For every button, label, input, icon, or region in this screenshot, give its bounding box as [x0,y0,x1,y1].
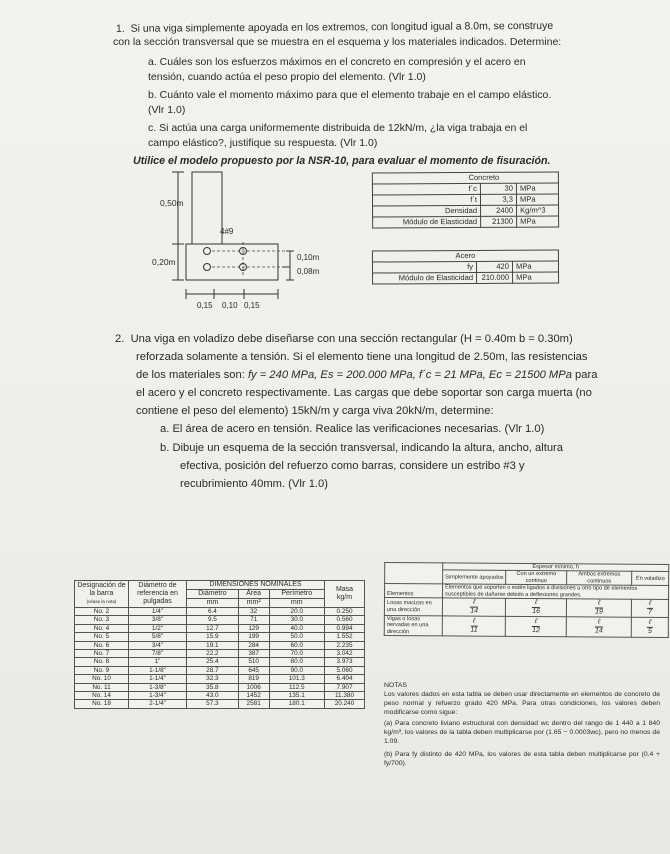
problem1-c-line1: c. Si actúa una carga uniformemente distribuida de 12kN/m, ¿la viga trabaja en el [148,122,528,134]
table-cell: 50.0 [269,633,324,641]
problem1-number: 1. [115,22,125,35]
problem1-nsr-note: Utilice el modelo propuesto por la NSR-10, para evaluar el momento de fisuración. [133,155,551,167]
table-cell: No. 18 [75,700,129,708]
min-thickness-header: Espesor mínimo, h [443,563,669,572]
table-cell: 3/8" [129,616,187,624]
table-cell: No. 7 [75,650,129,658]
problem2-a: a. El área de acero en tensión. Realice las verificaciones necesarias. (Vlr 1.0) [160,423,545,435]
table-row [75,633,365,641]
table-cell: 7.907 [325,683,365,691]
table-cell: 35.8 [187,683,239,691]
table-cell: 30.0 [269,616,324,624]
table-cell: 1/2" [129,624,187,632]
problem1-line1: Si una viga simplemente apoyada en los extremos, con longitud igual a 8.0m, se construye [130,19,554,35]
table-cell: 5/8" [129,633,187,641]
problem2-line5: contiene el peso del elemento) 15kN/m y carga viva 20kN/m, determine: [136,405,494,417]
table-cell: 112.5 [269,683,324,691]
table-cell: 71 [238,616,269,624]
problem2-b-line1: b. Dibuje un esquema de la sección transversal, indicando la altura, ancho, altura [160,442,563,454]
table-cell: 20.240 [325,700,365,708]
problem2-line2: reforzada solamente a tensión. Si el elemento tiene una longitud de 2.50m, las resistencias [136,351,588,363]
table-cell: 1-1/4" [129,675,187,683]
table-cell: 0.994 [325,624,365,632]
bottom-dim-2: 0,10 [222,301,238,310]
table-row [75,616,365,624]
problem2-b-line2: efectiva, posición del refuerzo como barras, considere un estribo #3 y [180,460,525,472]
table-cell: 180.1 [269,700,324,708]
table-cell: 129 [238,624,269,632]
height-label: 0,50m [160,198,184,208]
notes-block [384,681,660,768]
dim-008-label: 0,08m [297,267,320,276]
table-cell: 80.0 [269,658,324,666]
mass-header: Masa kg/m [325,581,365,608]
problem2-statement: 2. Una viga en voladizo debe diseñarse con una sección rectangular (H = 0.40m b = 0.30m) [115,333,573,345]
table-row: Módulo de Elasticidad 210.000 MPa [373,272,559,284]
table-cell: 32.3 [187,675,239,683]
table-cell: 6.404 [325,675,365,683]
table-row [75,666,365,674]
table-cell: 0.560 [325,616,365,624]
steel-title: Acero [372,250,558,262]
problem2-line3: de los materiales son: fy = 240 MPa, Es = 200.000 MPa, f´c = 21 MPa, Ec = 21500 MPa para [136,369,598,381]
cross-section-sketch [150,168,350,318]
table-cell: 28.7 [187,666,239,674]
problem1-b-line1: b. Cuánto vale el momento máximo para que el elemento trabaje en el campo elástico. [148,89,552,101]
table-cell: 1-3/8" [129,683,187,691]
note-2: (a) Para concreto liviano estructural con densidad wc dentro del rango de 1 440 a 1 840 kg/m³, los valores de la tabla deben multiplicarse por (1.65 − 0.0003wc), pero no menos de 1.09. [384,720,660,745]
table-cell: No. 2 [75,608,129,616]
steel-table [372,250,559,285]
table-cell: 43.0 [187,692,239,700]
nominal-header: DIMENSIONES NOMINALES [187,581,325,590]
table-cell: 11.380 [325,692,365,700]
bottom-dim-1: 0,15 [197,301,213,310]
problem2-number: 2. [115,333,125,345]
table-cell: 3/4" [129,641,187,649]
table-cell: 90.0 [269,666,324,674]
table-cell: No. 6 [75,641,129,649]
note-3: (b) Para fy distinto de 420 MPa, los valores de esta tabla deben multiplicarse por (0.4 + fy/700). [384,751,660,767]
bottom-dim-3: 0,15 [244,301,260,310]
table-cell: 32 [238,608,269,616]
table-cell: No. 14 [75,692,129,700]
problem2-line4: el acero y el concreto respectivamente. Las cargas que debe soportar son carga muerta (no [136,387,592,399]
table-cell: 15.9 [187,633,239,641]
note-1: Los valores dados en esta tabla se deben usar directamente en elementos de concreto de peso normal y refuerzo grado 420 MPa. Para otras condiciones, los valores deben modificarse como sigue: [384,691,660,716]
table-cell: 1" [129,658,187,666]
problem1-a-line2: tensión, cuando actúa el peso propio del elemento. (Vlr 1.0) [148,71,426,83]
table-cell: 5.060 [325,666,365,674]
min-thickness-table: Espesor mínimo, h Simplemente apoyados Con un extremo continuo Ambos extremos continuos En voladizo Elementos Elementos que soporten o estén ligados a divisiones u otro tipo de elementos susceptibles de dañarse debido a deflexiones grandes. Losas macizas en una dirección $\frac{\text{ℓ}}{14}$ $\frac{\text{ℓ}}{16}$ $\frac{\text{ℓ}}{19}$ $\frac{\text{ℓ}}{7}$ Vigas o losas nervadas en una dirección $\frac{\text{ℓ}}{11}$ $\frac{\text{ℓ}}{12}$ $\frac{\text{ℓ}}{14}$ $\frac{\text{ℓ}}{5}$ [384,562,670,638]
table-cell: 22.2 [187,650,239,658]
table-cell: 19.1 [187,641,239,649]
bars-label: 4#9 [220,227,234,236]
table-row: fy 420 MPa [372,261,558,273]
rebar-icon [204,248,211,255]
table-cell: No. 9 [75,666,129,674]
table-cell: 1/4" [129,608,187,616]
table-row [75,624,365,632]
table-cell: 1-1/8" [129,666,187,674]
table-cell: 3.042 [325,650,365,658]
table-row [75,658,365,666]
rebar-table-body [75,608,365,709]
table-cell: 284 [238,641,269,649]
table-cell: 40.0 [269,624,324,632]
table-cell: 645 [238,666,269,674]
problem1-line2: con la sección transversal que se muestra en el esquema y los materiales indicados. Determine: [113,36,562,48]
table-row [75,675,365,683]
table-cell: 6.4 [187,608,239,616]
table-cell: 2581 [238,700,269,708]
table-cell: No. 8 [75,658,129,666]
table-cell: 819 [238,675,269,683]
problem1-a-line1: a. Cuáles son los esfuerzos máximos en el concreto en compresión y el acero en [148,56,526,68]
table-cell: 9.5 [187,616,239,624]
table-row [75,700,365,708]
table-cell: 60.0 [269,641,324,649]
concrete-title: Concreto [372,172,558,184]
table-cell: No. 11 [75,683,129,691]
table-cell: 25.4 [187,658,239,666]
table-cell: 1006 [238,683,269,691]
table-row: Vigas o losas nervadas en una dirección $\frac{\text{ℓ}}{11}$ $\frac{\text{ℓ}}{12}$ $\frac{\text{ℓ}}{14}$ $\frac{\text{ℓ}}{5}$ [384,616,668,638]
problem1-c-line2: campo elástico?, justifique su respuesta. (Vlr 1.0) [148,137,378,149]
table-cell: 2.235 [325,641,365,649]
table-cell: 2-1/4" [129,700,187,708]
table-cell: 0.250 [325,608,365,616]
table-cell: 101.3 [269,675,324,683]
table-cell: 3.973 [325,658,365,666]
rebar-table: Designación de la barra (véase la nota) Diámetro de referencia en pulgadas DIMENSIONES NOMINALES Masa kg/m Diámetro Área Perímetro mm mm² mm No. 2 1/4" 6.4 32 20.0 0.250 No. 3 3/8" 9.5 71 30.0 0.560 No. 4 1/2" 12.7 129 40.0 0.994 No. 5 5/8" 15.9 199 50.0 1.552 No. 6 3/4" 19.1 284 60.0 2.235 No. 7 7/8" 22.2 387 70.0 3.042 No. 8 1" 25.4 510 80.0 3.973 No. 9 1-1/8" 28.7 645 90.0 5.060 No. 10 1-1/4" 32.3 819 101.3 6.404 No. 11 1-3/8" 35.8 1006 112.5 7.907 No. 14 1-3/4" 43.0 1452 135.1 11.380 No. 18 2-1/4" 57.3 2581 180.1 20.240 [74,580,365,709]
table-row [75,692,365,700]
notes-title: NOTAS [384,682,407,689]
table-cell: 510 [238,658,269,666]
table-cell: 135.1 [269,692,324,700]
table-cell: No. 4 [75,624,129,632]
table-row: Módulo de Elasticidad 21300 MPa [373,216,559,228]
table-cell: 57.3 [187,700,239,708]
table-row [75,608,365,616]
table-cell: 199 [238,633,269,641]
table-cell: No. 10 [75,675,129,683]
flange-height-label: 0,20m [152,257,176,267]
problem1-b-line2: (Vlr 1.0) [148,104,186,116]
table-cell: 70.0 [269,650,324,658]
table-row [75,650,365,658]
problem1-statement [116,18,661,36]
concrete-table [372,172,559,229]
table-cell: 387 [238,650,269,658]
table-row: f´c 30 MPa [372,183,558,195]
table-cell: 1-3/4" [129,692,187,700]
table-cell: 7/8" [129,650,187,658]
rebar-icon [204,264,211,271]
table-row [75,683,365,691]
table-cell: 1.552 [325,633,365,641]
dim-010-label: 0,10m [297,253,320,262]
table-cell: 12.7 [187,624,239,632]
problem2-b-line3: recubrimiento 40mm. (Vlr 1.0) [180,478,328,490]
diameter-ref-header: Diámetro de referencia en pulgadas [129,581,187,608]
table-cell: No. 3 [75,616,129,624]
table-cell: 1452 [238,692,269,700]
table-row [75,641,365,649]
table-cell: 20.0 [269,608,324,616]
table-cell: No. 5 [75,633,129,641]
designation-header: Designación de la barra (véase la nota) [75,581,129,608]
table-row: f´t 3,3 MPa [372,194,558,206]
table-row: Densidad 2400 Kg/m^3 [373,205,559,217]
table-row: Losas macizas en una dirección $\frac{\text{ℓ}}{14}$ $\frac{\text{ℓ}}{16}$ $\frac{\text{ℓ}}{19}$ $\frac{\text{ℓ}}{7}$ [384,598,668,618]
